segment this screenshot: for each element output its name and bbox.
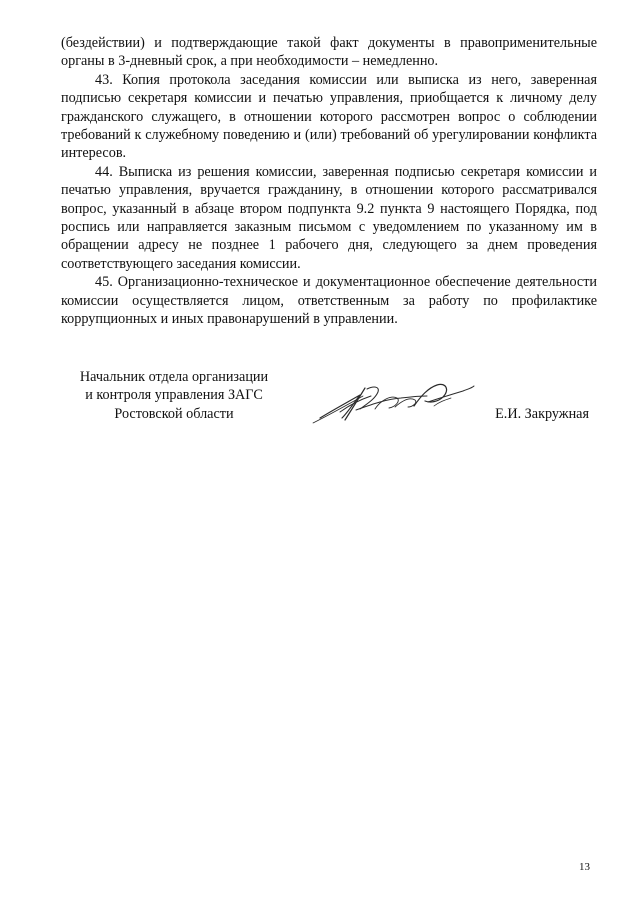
signer-name: Е.И. Закружная xyxy=(495,406,589,422)
paragraph-44: 44. Выписка из решения комиссии, заверенная подписью секретаря комиссии и печатью управления, вручается гражданину, в отношении которого рассматривался вопрос, указанный в абзаце втором подпункта 9.2 пункта 9 настоящего Порядка, под роспись или направляется заказным письмом с уведомлением по указанному им в обращении адресу не позднее 1 рабочего дня, следующего за днем проведения соответствующего заседания комиссии. xyxy=(61,163,597,272)
signer-position xyxy=(61,368,287,423)
page-number: 13 xyxy=(579,861,590,873)
signer-position-line: Ростовской области xyxy=(114,405,234,422)
signer-position-line: и контроля управления ЗАГС xyxy=(85,387,263,404)
paragraph-43: 43. Копия протокола заседания комиссии или выписка из него, заверенная подписью секретаря комиссии и печатью управления, приобщается к личному делу гражданского служащего, в отношении которого рассмотрен вопрос о соблюдении требований к служебному поведению и (или) требований об урегулировании конфликта интересов. xyxy=(61,71,597,162)
handwritten-signature xyxy=(309,378,477,426)
signer-position-line: Начальник отдела организации xyxy=(79,369,269,385)
paragraph-42-continuation: (бездействии) и подтверждающие такой факт документы в правоприменительные органы в 3-дневный срок, а при необходимости – немедленно. xyxy=(61,35,597,70)
signature-block xyxy=(61,368,597,428)
paragraph-45: 45. Организационно-техническое и документационное обеспечение деятельности комиссии осуществляется лицом, ответственным за работу по профилактике коррупционных и иных правонарушений в управлении. xyxy=(61,274,597,328)
document-body xyxy=(61,34,597,329)
